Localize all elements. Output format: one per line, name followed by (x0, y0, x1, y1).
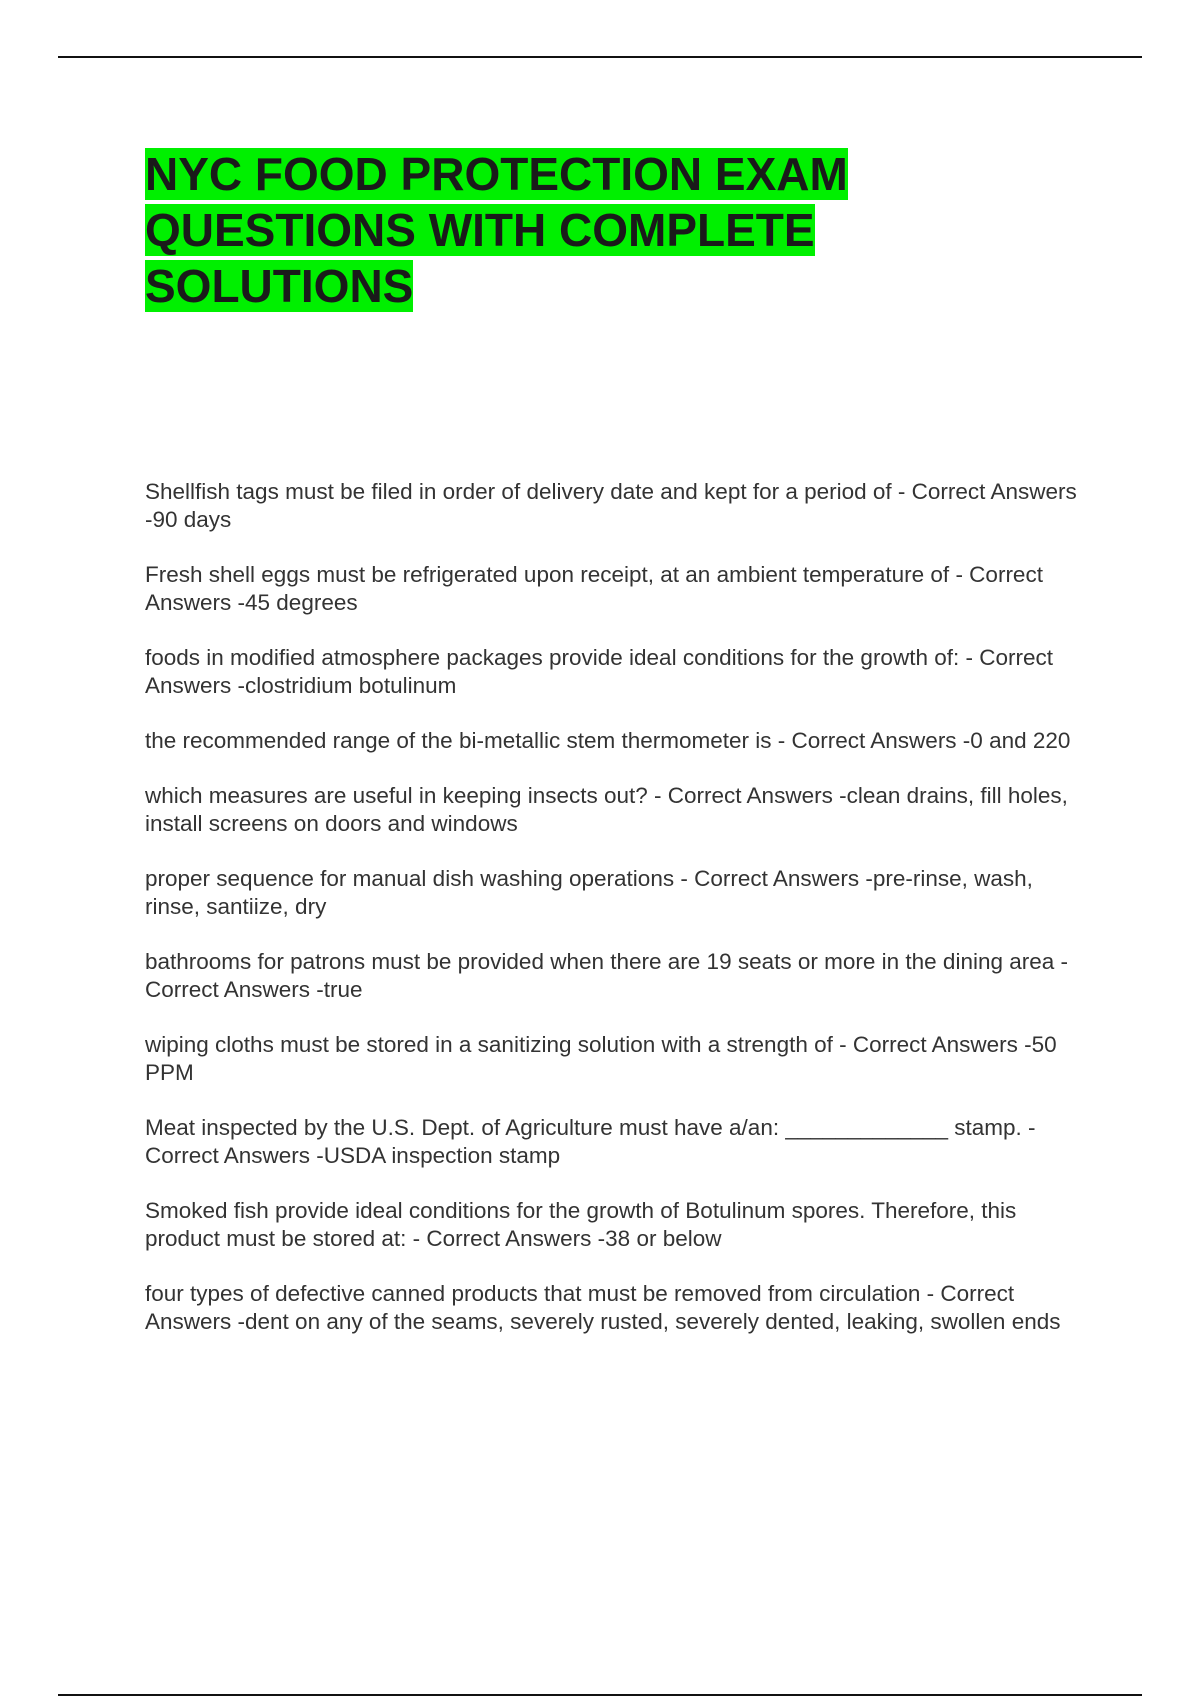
qa-item: four types of defective canned products that must be removed from circulation - Correct Answers -dent on any of the seams, severely rusted, severely dented, leaking, swollen ends (145, 1281, 1061, 1334)
question-answer-list (145, 478, 1090, 1363)
qa-item: bathrooms for patrons must be provided when there are 19 seats or more in the dining area - Correct Answers -true (145, 949, 1069, 1002)
qa-item: wiping cloths must be stored in a sanitizing solution with a strength of - Correct Answers -50 PPM (145, 1032, 1057, 1085)
qa-item: Smoked fish provide ideal conditions for the growth of Botulinum spores. Therefore, this product must be stored at: - Correct Answers -38 or below (145, 1198, 1017, 1251)
qa-item: Shellfish tags must be filed in order of delivery date and kept for a period of - Correct Answers -90 days (145, 479, 1077, 532)
title-block (145, 146, 945, 314)
qa-item: the recommended range of the bi-metallic stem thermometer is - Correct Answers -0 and 220 (145, 728, 1071, 753)
qa-item: proper sequence for manual dish washing operations - Correct Answers -pre-rinse, wash, rinse, santiize, dry (145, 866, 1033, 919)
document-title (145, 146, 945, 314)
qa-item: foods in modified atmosphere packages provide ideal conditions for the growth of: - Correct Answers -clostridium botulinum (145, 645, 1053, 698)
bottom-rule (58, 1694, 1142, 1696)
qa-item: which measures are useful in keeping insects out? - Correct Answers -clean drains, fill holes, install screens on doors and windows (145, 783, 1068, 836)
document-title-text: NYC FOOD PROTECTION EXAM QUESTIONS WITH COMPLETE SOLUTIONS (145, 148, 848, 312)
top-rule (58, 56, 1142, 58)
qa-item: Meat inspected by the U.S. Dept. of Agriculture must have a/an: _____________ stamp. - Correct Answers -USDA inspection stamp (145, 1115, 1036, 1168)
qa-item: Fresh shell eggs must be refrigerated upon receipt, at an ambient temperature of - Correct Answers -45 degrees (145, 562, 1043, 615)
